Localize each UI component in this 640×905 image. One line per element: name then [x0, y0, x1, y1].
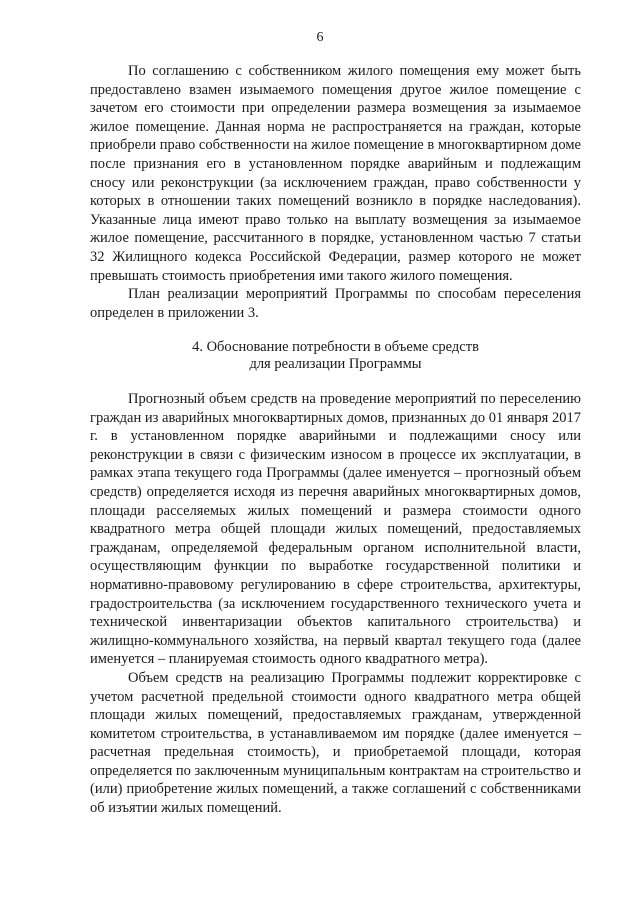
intro-paragraph-2: План реализации мероприятий Программы по способам переселения определен в приложении 3.: [90, 286, 581, 321]
section-heading-line-1: 4. Обоснование потребности в объеме средств: [192, 339, 479, 355]
section-heading-line-2: для реализации Программы: [249, 356, 422, 372]
section-heading: [90, 339, 581, 373]
intro-section: [90, 62, 581, 322]
intro-paragraph-1: По соглашению с собственником жилого помещения ему может быть предоставлено взамен изымаемого помещения другое жилое помещение с зачетом его стоимости при определении размера возмещения за изымаемое жилое помещение. Данная норма не распространяется на граждан, которые приобрели право собственности на жилое помещение в многоквартирном доме после признания его в установленном порядке аварийным и подлежащим сносу или реконструкции (за исключением граждан, право собственности у которых в отношении таких помещений возникло в порядке наследования). Указанные лица имеют право только на выплату возмещения за изымаемое жилое помещение, рассчитанного в порядке, установленном частью 7 статьи 32 Жилищного кодекса Российской Федерации, размер которого не может превышать стоимость приобретения ими такого жилого помещения.: [90, 63, 581, 284]
page-number: 6: [316, 30, 324, 45]
main-section: [90, 390, 581, 818]
main-paragraph-1: Прогнозный объем средств на проведение мероприятий по переселению граждан из аварийных многоквартирных домов, признанных до 01 января 2017 г. в установленном порядке аварийными и подлежащими сносу или реконструкции в связи с физическим износом в процессе их эксплуатации, в рамках этапа текущего года Программы (далее именуется – прогнозный объем средств) определяется исходя из перечня аварийных многоквартирных домов, площади расселяемых жилых помещений и размера стоимости одного квадратного метра общей площади жилых помещений, предоставляемых гражданам, определяемой федеральным органом исполнительной власти, осуществляющим функции по выработке государственной политики и нормативно-правовому регулированию в сфере строительства, архитектуры, градостроительства (за исключением государственного технического учета и технической инвентаризации объектов капитального строительства) и жилищно-коммунального хозяйства, на первый квартал текущего года (далее именуется – планируемая стоимость одного квадратного метра).: [90, 391, 581, 668]
main-paragraph-2: Объем средств на реализацию Программы подлежит корректировке с учетом расчетной предельной стоимости одного квадратного метра общей площади жилых помещений, предоставляемых гражданам, утвержденной комитетом строительства, в устанавливаемом им порядке (далее именуется – расчетная предельная стоимость), и приобретаемой площади, которая определяется по заключенным муниципальным контрактам на строительство и (или) приобретение жилых помещений, а также соглашений с собственниками об изъятии жилых помещений.: [90, 669, 581, 817]
